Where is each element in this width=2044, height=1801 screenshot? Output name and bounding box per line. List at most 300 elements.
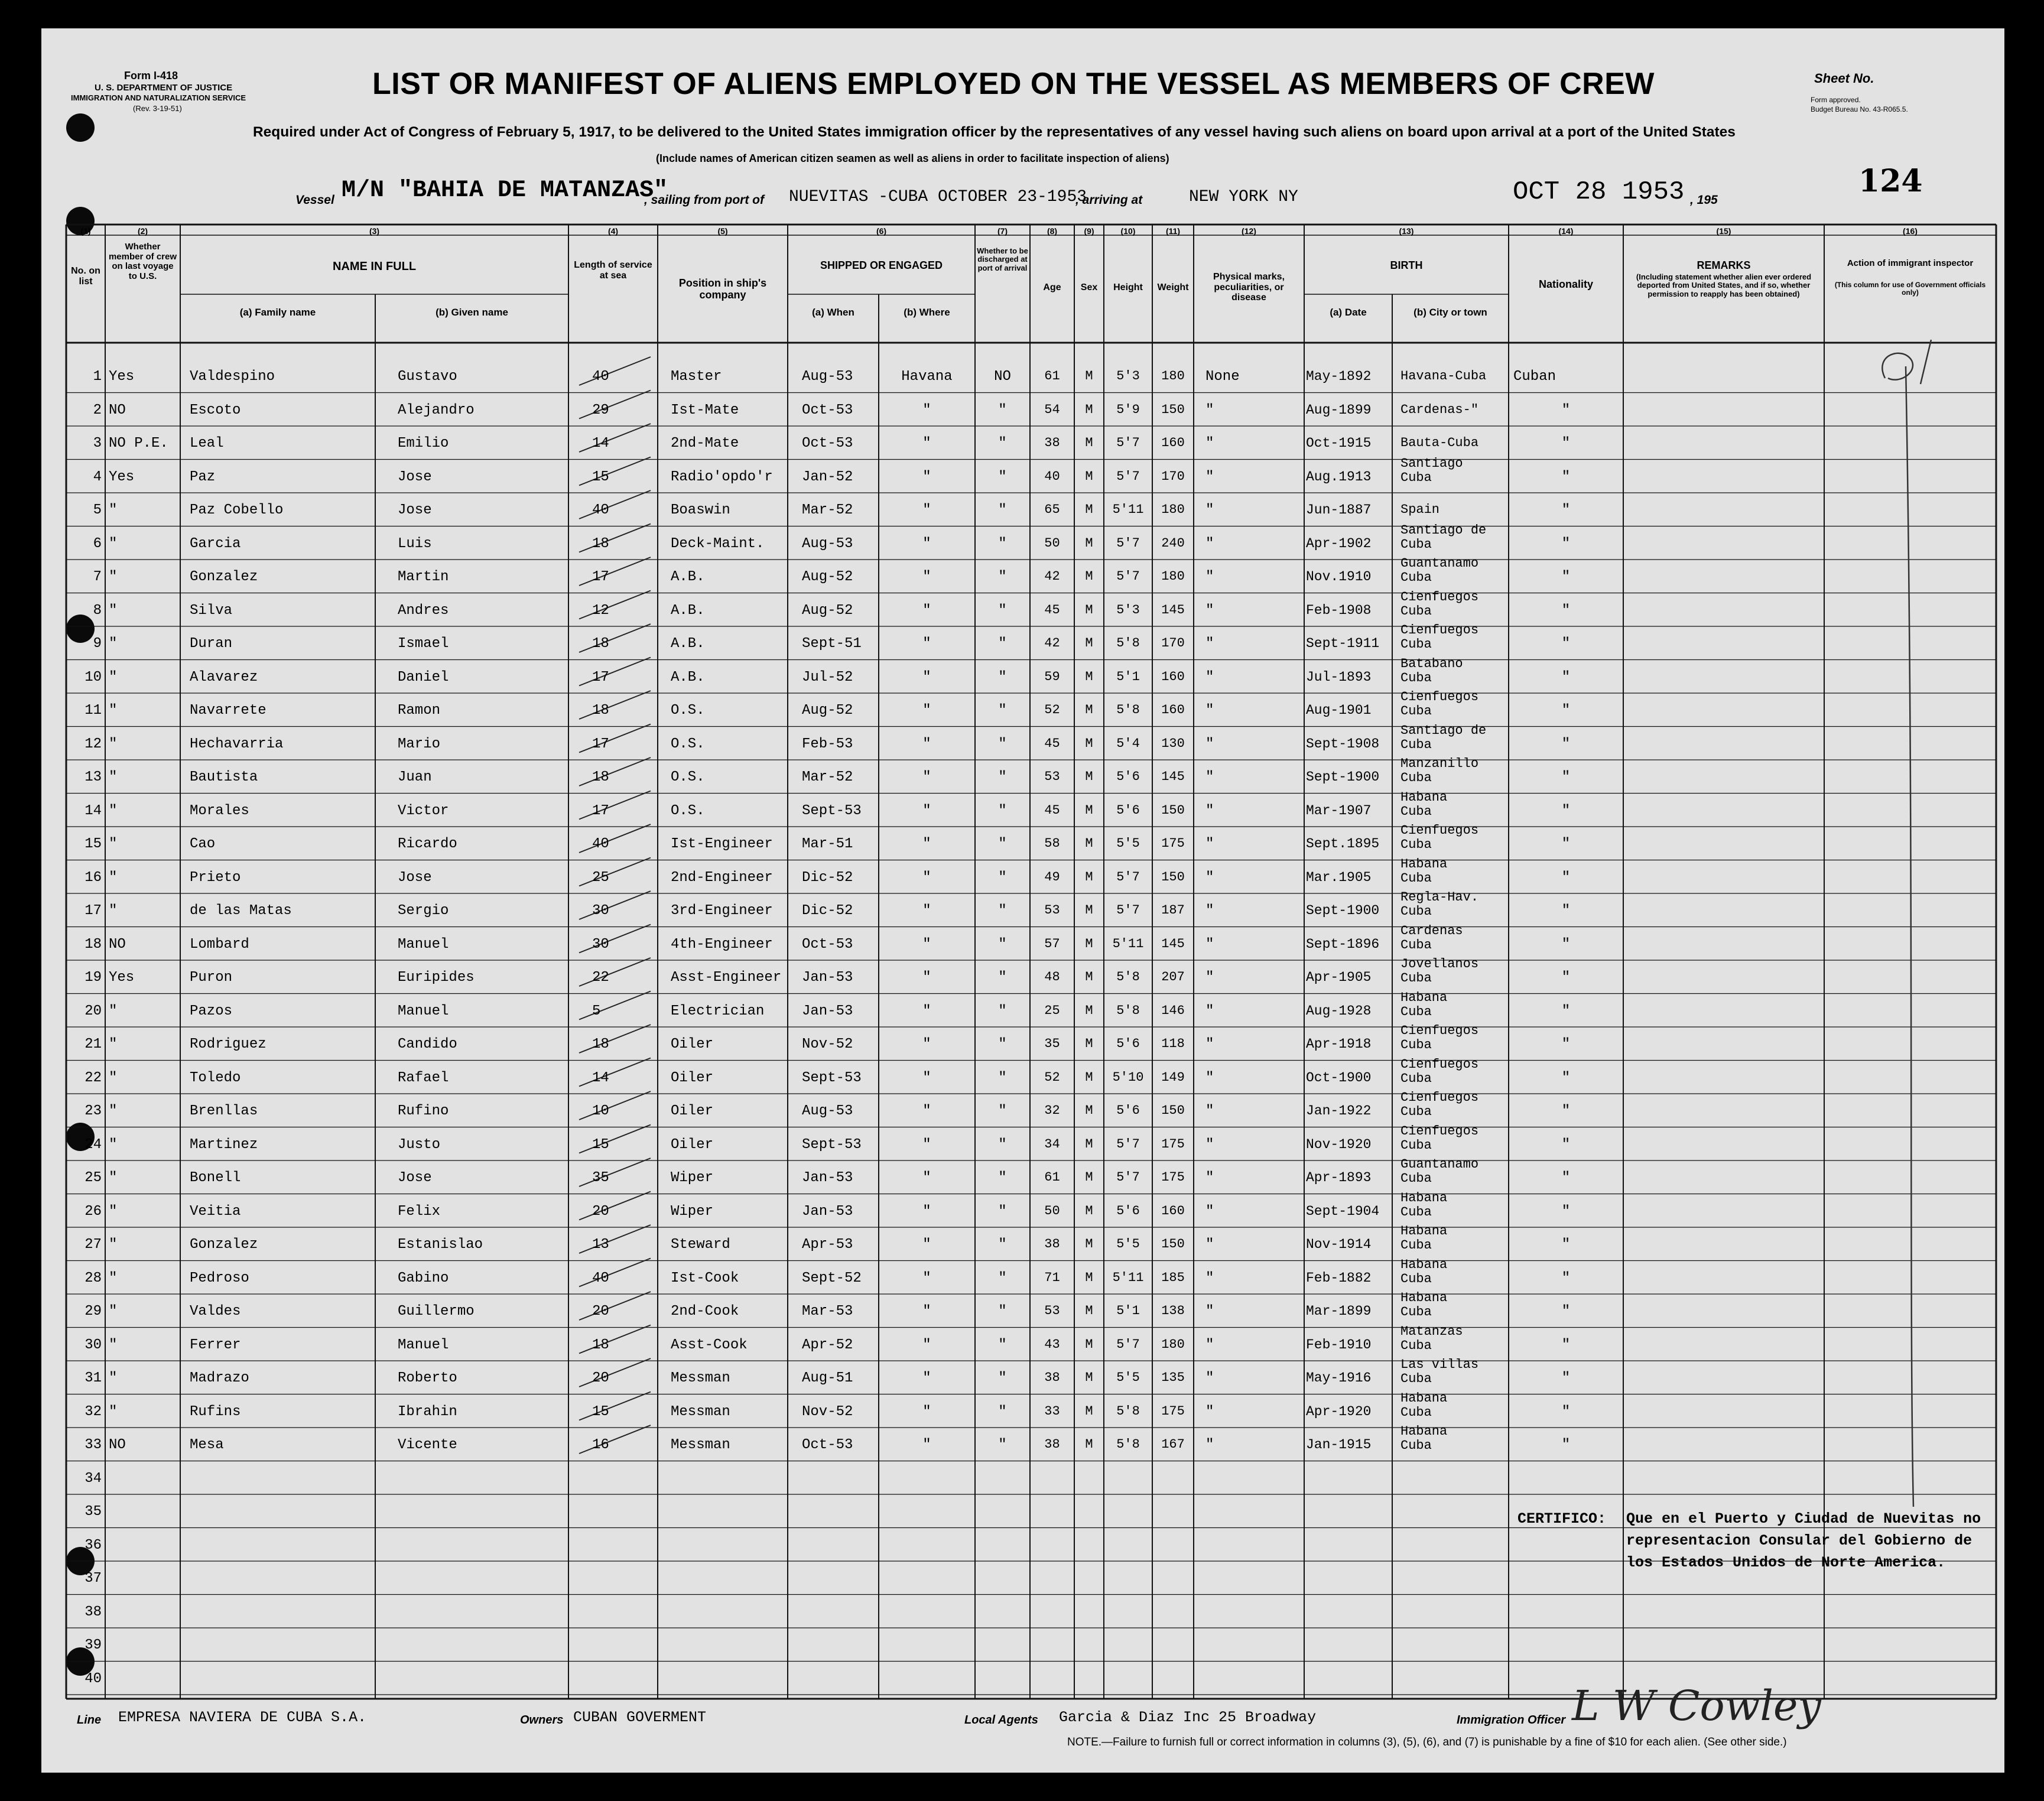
- birth-city: Santiago de: [1400, 723, 1487, 738]
- physical-marks: ": [1205, 502, 1214, 518]
- length-of-service: 14: [592, 435, 609, 451]
- previous-voyage: NO P.E.: [109, 435, 168, 451]
- birth-city: Habana: [1400, 1290, 1448, 1305]
- header-given-name: (b) Given name: [436, 307, 508, 318]
- birth-date: Aug-1899: [1306, 402, 1372, 418]
- ship-position: Oiler: [671, 1036, 714, 1052]
- age: 54: [1044, 402, 1060, 417]
- sex: M: [1085, 369, 1093, 383]
- shipped-when: Sept-53: [802, 802, 862, 819]
- nationality: ": [1561, 669, 1571, 685]
- nationality: ": [1561, 802, 1571, 819]
- height: 5'3: [1116, 602, 1140, 617]
- age: 45: [1044, 736, 1060, 751]
- birth-city: Cardenas: [1400, 923, 1463, 938]
- length-of-service: 18: [592, 1337, 609, 1353]
- shipped-when: Sept-52: [802, 1270, 862, 1286]
- age: 32: [1044, 1103, 1060, 1118]
- birth-date: Sept-1911: [1306, 636, 1380, 651]
- nationality: ": [1561, 502, 1571, 518]
- row-number: 32: [85, 1403, 102, 1420]
- previous-voyage: ": [109, 1270, 118, 1286]
- family-name: Leal: [190, 435, 224, 451]
- previous-voyage: ": [109, 802, 118, 819]
- birth-city: Habana: [1400, 1257, 1448, 1272]
- height: 5'11: [1112, 936, 1144, 951]
- height: 5'9: [1116, 402, 1140, 417]
- birth-city: Cienfuegos: [1400, 1023, 1479, 1038]
- header-discharged: Whether to be discharged at port of arrival: [977, 246, 1028, 272]
- length-of-service: 40: [592, 369, 609, 385]
- shipped-where: ": [922, 1270, 931, 1286]
- nationality: ": [1561, 1203, 1571, 1220]
- height: 5'8: [1116, 636, 1140, 651]
- birth-country: Cuba: [1400, 837, 1432, 852]
- shipped-where: ": [922, 502, 931, 518]
- age: 38: [1044, 1437, 1060, 1452]
- weight: 146: [1161, 1003, 1185, 1018]
- row-number: 28: [85, 1270, 102, 1286]
- birth-country: Cuba: [1400, 1204, 1432, 1220]
- length-of-service: 25: [592, 869, 609, 886]
- sex: M: [1085, 869, 1093, 885]
- length-of-service: 18: [592, 703, 609, 719]
- birth-country: Cuba: [1400, 904, 1432, 919]
- sex: M: [1085, 1237, 1093, 1251]
- given-name: Jose: [398, 1170, 432, 1186]
- weight: 180: [1161, 1337, 1185, 1352]
- physical-marks: ": [1205, 636, 1214, 652]
- height: 5'5: [1116, 1370, 1140, 1385]
- length-of-service: 17: [592, 669, 609, 685]
- previous-voyage: ": [109, 569, 118, 585]
- department: U. S. DEPARTMENT OF JUSTICE: [95, 83, 233, 93]
- birth-country: Cuba: [1400, 971, 1432, 986]
- family-name: de las Matas: [190, 903, 292, 919]
- sex: M: [1085, 1437, 1093, 1452]
- birth-city: Bauta-Cuba: [1400, 435, 1479, 450]
- shipped-where: ": [922, 1303, 931, 1319]
- shipped-where: ": [922, 1337, 931, 1353]
- shipped-where: ": [922, 903, 931, 919]
- age: 43: [1044, 1337, 1060, 1352]
- birth-city: Manzanillo: [1400, 756, 1479, 771]
- header-shipped-or-engaged: SHIPPED OR ENGAGED: [820, 259, 943, 271]
- birth-country: Cuba: [1400, 537, 1432, 552]
- birth-date: Oct-1900: [1306, 1069, 1372, 1085]
- height: 5'1: [1116, 1303, 1140, 1318]
- physical-marks: ": [1205, 769, 1214, 785]
- row-number: 38: [85, 1604, 102, 1620]
- length-of-service: 15: [592, 1403, 609, 1420]
- row-number: 11: [85, 703, 102, 719]
- weight: 160: [1161, 435, 1185, 450]
- arriving-port: NEW YORK NY: [1189, 188, 1298, 206]
- header-action-inspector-note: (This column for use of Government officials only): [1834, 281, 1986, 297]
- sex: M: [1085, 569, 1093, 584]
- birth-date: Feb-1910: [1306, 1337, 1372, 1353]
- family-name: Gonzalez: [190, 569, 258, 585]
- physical-marks: ": [1205, 802, 1214, 819]
- age: 49: [1044, 869, 1060, 885]
- birth-country: Cuba: [1400, 1371, 1432, 1386]
- sex: M: [1085, 669, 1093, 684]
- birth-date: Nov-1920: [1306, 1136, 1372, 1152]
- physical-marks: ": [1205, 1136, 1214, 1153]
- sex: M: [1085, 435, 1093, 450]
- weight: 150: [1161, 802, 1185, 818]
- include-names-note: (Include names of American citizen seamen as well as aliens in order to facilitate inspection of aliens): [656, 152, 1169, 164]
- previous-voyage: ": [109, 1069, 118, 1086]
- ship-position: Messman: [671, 1437, 730, 1453]
- physical-marks: ": [1205, 435, 1214, 451]
- age: 53: [1044, 1303, 1060, 1318]
- ship-position: Ist-Cook: [671, 1270, 739, 1286]
- age: 48: [1044, 970, 1060, 984]
- birth-date: Nov-1914: [1306, 1237, 1372, 1252]
- header-col-number: (16): [1903, 226, 1918, 236]
- weight: 150: [1161, 869, 1185, 885]
- birth-city: Las villas: [1400, 1357, 1479, 1372]
- sex: M: [1085, 1003, 1093, 1018]
- form-number: Form I-418: [124, 70, 178, 82]
- row-number: 36: [85, 1537, 102, 1553]
- row-number: 29: [85, 1303, 102, 1319]
- given-name: Vicente: [398, 1437, 457, 1453]
- nationality: ": [1561, 402, 1571, 418]
- physical-marks: ": [1205, 1370, 1214, 1386]
- physical-marks: ": [1205, 1069, 1214, 1086]
- header-no-on-list: No. on list: [71, 266, 100, 287]
- birth-date: Mar-1899: [1306, 1303, 1372, 1319]
- birth-country: Cuba: [1400, 704, 1432, 719]
- height: 5'3: [1116, 369, 1140, 383]
- nationality: ": [1561, 736, 1571, 752]
- birth-country: Cuba: [1400, 637, 1432, 652]
- row-number: 6: [93, 535, 102, 552]
- header-col-number: (3): [369, 226, 380, 236]
- family-name: Lombard: [190, 936, 249, 952]
- ship-position: 2nd-Engineer: [671, 869, 773, 886]
- sex: M: [1085, 1103, 1093, 1118]
- height: 5'5: [1116, 1237, 1140, 1251]
- height: 5'6: [1116, 1103, 1140, 1118]
- shipped-when: Jan-53: [802, 970, 853, 986]
- shipped-where: ": [922, 936, 931, 952]
- sex: M: [1085, 602, 1093, 617]
- length-of-service: 18: [592, 535, 609, 552]
- shipped-where: ": [922, 469, 931, 485]
- height: 5'8: [1116, 1437, 1140, 1452]
- physical-marks: ": [1205, 1270, 1214, 1286]
- given-name: Victor: [398, 802, 449, 819]
- family-name: Garcia: [190, 535, 241, 552]
- birth-date: Apr-1918: [1306, 1036, 1372, 1052]
- previous-voyage: Yes: [109, 369, 135, 385]
- birth-city: Habana: [1400, 1224, 1448, 1238]
- length-of-service: 22: [592, 970, 609, 986]
- length-of-service: 17: [592, 736, 609, 752]
- row-number: 16: [85, 869, 102, 886]
- shipped-when: Nov-52: [802, 1036, 853, 1052]
- family-name: Toledo: [190, 1069, 241, 1086]
- row-number: 20: [85, 1003, 102, 1019]
- family-name: Hechavarria: [190, 736, 284, 752]
- age: 53: [1044, 769, 1060, 784]
- given-name: Sergio: [398, 903, 449, 919]
- ship-position: 4th-Engineer: [671, 936, 773, 952]
- certifico-line-2: representacion Consular del Gobierno de: [1626, 1532, 1972, 1549]
- row-number: 21: [85, 1036, 102, 1052]
- physical-marks: ": [1205, 1437, 1214, 1453]
- sex: M: [1085, 1069, 1093, 1085]
- shipped-when: Dic-52: [802, 903, 853, 919]
- physical-marks: ": [1205, 736, 1214, 752]
- shipped-where: ": [922, 736, 931, 752]
- local-agents-value: Garcia & Diaz Inc 25 Broadway: [1059, 1709, 1317, 1726]
- weight: 180: [1161, 369, 1185, 383]
- height: 5'5: [1116, 836, 1140, 851]
- physical-marks: ": [1205, 1036, 1214, 1052]
- header-whether-member: Whether member of crew on last voyage to U.S.: [108, 242, 177, 281]
- nationality: ": [1561, 602, 1571, 619]
- age: 58: [1044, 836, 1060, 851]
- header-birth-city: (b) City or town: [1413, 307, 1487, 318]
- age: 45: [1044, 602, 1060, 617]
- shipped-when: Aug-53: [802, 1103, 853, 1119]
- height: 5'8: [1116, 970, 1140, 984]
- birth-date: Feb-1882: [1306, 1270, 1372, 1286]
- sex: M: [1085, 736, 1093, 751]
- given-name: Manuel: [398, 936, 449, 952]
- previous-voyage: Yes: [109, 469, 135, 485]
- age: 38: [1044, 1237, 1060, 1251]
- previous-voyage: ": [109, 669, 118, 685]
- length-of-service: 20: [592, 1203, 609, 1220]
- physical-marks: ": [1205, 970, 1214, 986]
- physical-marks: ": [1205, 1403, 1214, 1420]
- height: 5'7: [1116, 1136, 1140, 1152]
- shipped-where: ": [922, 1003, 931, 1019]
- previous-voyage: ": [109, 1170, 118, 1186]
- previous-voyage: ": [109, 1237, 118, 1253]
- row-number: 37: [85, 1571, 102, 1587]
- nationality: ": [1561, 1003, 1571, 1019]
- ship-position: O.S.: [671, 703, 705, 719]
- height: 5'10: [1112, 1069, 1144, 1085]
- sex: M: [1085, 936, 1093, 951]
- header-remarks-note: (Including statement whether alien ever ordered deported from United States, and if so, whether permission to reapply has been obtained): [1636, 272, 1812, 298]
- nationality: ": [1561, 703, 1571, 719]
- weight: 180: [1161, 569, 1185, 584]
- required-under-act: Required under Act of Congress of February 5, 1917, to be delivered to the United States immigration officer by the representatives of any vessel having such aliens on board upon arrival at a port of the United States: [253, 124, 1736, 140]
- shipped-when: Apr-52: [802, 1337, 853, 1353]
- row-number: 15: [85, 836, 102, 852]
- length-of-service: 40: [592, 1270, 609, 1286]
- nationality: Cuban: [1513, 369, 1556, 385]
- birth-city: Matanzas: [1400, 1324, 1463, 1339]
- sex: M: [1085, 502, 1093, 517]
- header-col-number: (2): [137, 226, 148, 236]
- length-of-service: 12: [592, 602, 609, 619]
- shipped-when: Oct-53: [802, 402, 853, 418]
- row-number: 30: [85, 1337, 102, 1353]
- physical-marks: ": [1205, 1337, 1214, 1353]
- header-col-number: (1): [80, 226, 91, 236]
- weight: 170: [1161, 636, 1185, 651]
- shipped-where: ": [922, 1237, 931, 1253]
- shipped-where: ": [922, 1370, 931, 1386]
- birth-city: Guantanamo: [1400, 556, 1479, 571]
- shipped-where: ": [922, 402, 931, 418]
- ship-position: Deck-Maint.: [671, 535, 765, 552]
- length-of-service: 40: [592, 836, 609, 852]
- birth-date: Mar-1907: [1306, 802, 1372, 818]
- shipped-when: Aug-53: [802, 369, 853, 385]
- birth-date: Aug-1901: [1306, 703, 1372, 718]
- header-when: (a) When: [812, 307, 854, 318]
- previous-voyage: ": [109, 1036, 118, 1052]
- height: 5'7: [1116, 1170, 1140, 1185]
- length-of-service: 15: [592, 469, 609, 485]
- height: 5'1: [1116, 669, 1140, 684]
- weight: 130: [1161, 736, 1185, 751]
- weight: 175: [1161, 1403, 1185, 1419]
- length-of-service: 29: [592, 402, 609, 418]
- discharge: ": [998, 502, 1007, 518]
- physical-marks: ": [1205, 869, 1214, 886]
- previous-voyage: Yes: [109, 970, 135, 986]
- physical-marks: ": [1205, 469, 1214, 485]
- shipped-where: ": [922, 1136, 931, 1153]
- given-name: Juan: [398, 769, 432, 785]
- physical-marks: ": [1205, 1103, 1214, 1119]
- family-name: Rufins: [190, 1403, 241, 1420]
- height: 5'6: [1116, 1203, 1140, 1218]
- sex: M: [1085, 402, 1093, 417]
- birth-city: Cienfuegos: [1400, 589, 1479, 604]
- discharge: ": [998, 1437, 1007, 1453]
- previous-voyage: ": [109, 1003, 118, 1019]
- header-action-inspector: Action of immigrant inspector: [1847, 258, 1974, 268]
- given-name: Gabino: [398, 1270, 449, 1286]
- birth-country: Cuba: [1400, 737, 1432, 752]
- arrival-date: OCT 28 1953: [1513, 177, 1685, 207]
- sex: M: [1085, 636, 1093, 651]
- previous-voyage: NO: [109, 402, 126, 418]
- given-name: Daniel: [398, 669, 449, 685]
- header-col-number: (12): [1242, 226, 1256, 236]
- shipped-where: ": [922, 769, 931, 785]
- family-name: Duran: [190, 636, 233, 652]
- weight: 170: [1161, 469, 1185, 484]
- previous-voyage: ": [109, 869, 118, 886]
- birth-date: Nov.1910: [1306, 569, 1372, 584]
- family-name: Pedroso: [190, 1270, 249, 1286]
- weight: 135: [1161, 1370, 1185, 1385]
- certifico-label: CERTIFICO:: [1517, 1510, 1607, 1527]
- shipped-when: Sept-53: [802, 1069, 862, 1086]
- row-number: 27: [85, 1237, 102, 1253]
- birth-city: Guantanamo: [1400, 1157, 1479, 1172]
- birth-city: Spain: [1400, 502, 1440, 517]
- row-number: 40: [85, 1670, 102, 1687]
- birth-city: Habana: [1400, 789, 1448, 805]
- shipped-when: Aug-51: [802, 1370, 853, 1386]
- family-name: Veitia: [190, 1203, 241, 1220]
- family-name: Martinez: [190, 1136, 258, 1153]
- sex: M: [1085, 1370, 1093, 1385]
- age: 61: [1044, 369, 1060, 383]
- family-name: Navarrete: [190, 703, 267, 719]
- weight: 175: [1161, 1170, 1185, 1185]
- birth-city: Habana: [1400, 1424, 1448, 1439]
- previous-voyage: ": [109, 903, 118, 919]
- age: 52: [1044, 703, 1060, 717]
- ship-position: Asst-Engineer: [671, 970, 782, 986]
- shipped-when: Jan-53: [802, 1170, 853, 1186]
- discharge: ": [998, 1036, 1007, 1052]
- previous-voyage: NO: [109, 936, 126, 952]
- birth-date: Jul-1893: [1306, 669, 1372, 685]
- family-name: Morales: [190, 802, 249, 819]
- ship-position: Electrician: [671, 1003, 765, 1019]
- length-of-service: 5: [592, 1003, 601, 1019]
- family-name: Alavarez: [190, 669, 258, 685]
- age: 61: [1044, 1170, 1060, 1185]
- height: 5'4: [1116, 736, 1140, 751]
- ship-position: Asst-Cook: [671, 1337, 748, 1353]
- previous-voyage: ": [109, 1303, 118, 1319]
- ship-position: O.S.: [671, 802, 705, 819]
- given-name: Emilio: [398, 435, 449, 451]
- vessel-label: Vessel: [295, 193, 334, 207]
- header-height: Height: [1113, 282, 1143, 292]
- nationality: ": [1561, 769, 1571, 785]
- shipped-when: Aug-53: [802, 535, 853, 552]
- row-number: 3: [93, 435, 102, 451]
- previous-voyage: NO: [109, 1437, 126, 1453]
- sex: M: [1085, 1036, 1093, 1051]
- nationality: ": [1561, 1069, 1571, 1086]
- shipped-where: ": [922, 1036, 931, 1052]
- birth-city: Santiago de: [1400, 522, 1487, 538]
- shipped-when: Oct-53: [802, 435, 853, 451]
- given-name: Rafael: [398, 1069, 449, 1086]
- physical-marks: ": [1205, 936, 1214, 952]
- discharge: ": [998, 1069, 1007, 1086]
- ship-position: Ist-Engineer: [671, 836, 773, 852]
- header-name-in-full: NAME IN FULL: [332, 260, 417, 273]
- given-name: Manuel: [398, 1337, 449, 1353]
- weight: 150: [1161, 1237, 1185, 1251]
- physical-marks: ": [1205, 402, 1214, 418]
- weight: 118: [1161, 1036, 1185, 1051]
- height: 5'7: [1116, 903, 1140, 918]
- row-number: 31: [85, 1370, 102, 1386]
- shipped-where: ": [922, 1403, 931, 1420]
- row-number: 25: [85, 1170, 102, 1186]
- ship-position: Steward: [671, 1237, 730, 1253]
- birth-country: Cuba: [1400, 937, 1432, 952]
- nationality: ": [1561, 869, 1571, 886]
- weight: 138: [1161, 1303, 1185, 1318]
- ship-position: Boaswin: [671, 502, 730, 518]
- row-number: 10: [85, 669, 102, 685]
- length-of-service: 17: [592, 802, 609, 819]
- birth-date: Jun-1887: [1306, 502, 1372, 518]
- discharge: ": [998, 1136, 1007, 1153]
